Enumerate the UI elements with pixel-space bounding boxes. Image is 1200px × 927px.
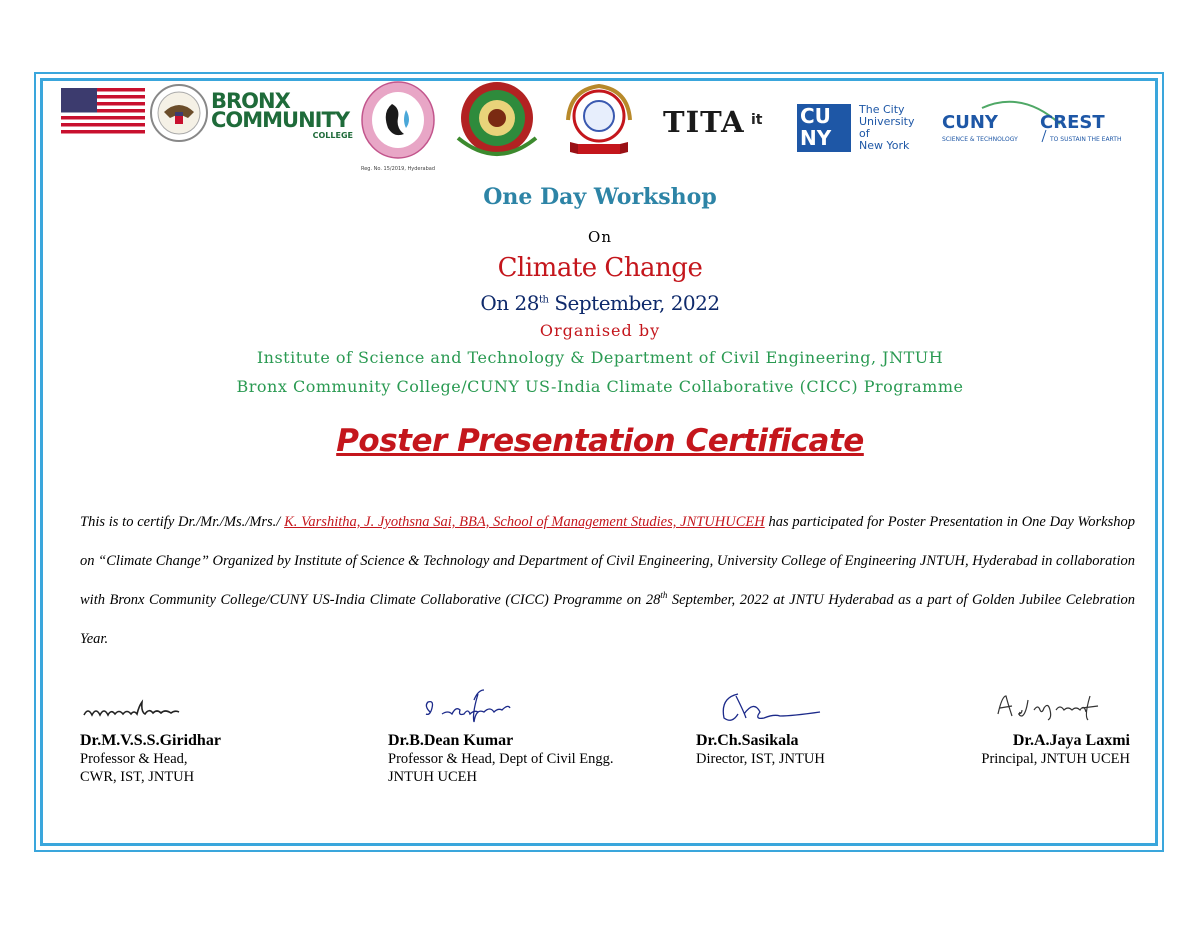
bronx-community-college-logo [211, 91, 357, 143]
crest-tagline-2: TO SUSTAIN THE EARTH [1050, 136, 1122, 143]
crest-word-crest: CREST [1040, 112, 1105, 133]
signatory-4-role1: Principal, JNTUH UCEH [981, 751, 1130, 767]
date-month-year: September, 2022 [554, 291, 720, 315]
women-logo-caption: Reg. No. 15/2019, Hyderabad [360, 166, 436, 172]
tita-logo [663, 106, 785, 146]
organised-by-label: Organised by [539, 321, 661, 340]
bronx-logo-line1: BRONX [211, 89, 290, 113]
cuny-logo [797, 104, 921, 158]
tita-logo-text: TITA [663, 105, 745, 139]
signatory-3 [696, 684, 856, 768]
signatory-1 [80, 692, 240, 786]
signatory-3-role1: Director, IST, JNTUH [696, 751, 825, 767]
signatory-2-role1: Professor & Head, Dept of Civil Engg. [388, 751, 614, 767]
certificate-title: Poster Presentation Certificate [336, 423, 864, 459]
women-logo-emblem [360, 80, 436, 160]
on-label: On [588, 228, 612, 246]
workshop-date [40, 291, 1160, 315]
crest-tagline-1: SCIENCE & TECHNOLOGY [942, 136, 1018, 143]
workshop-heading: One Day Workshop [483, 184, 717, 210]
cuny-text-line2: University [859, 115, 915, 128]
certificate-body [80, 503, 1135, 659]
tita-it-mark: it [751, 112, 763, 128]
green-organisation-seal-logo [448, 80, 546, 162]
cuny-text-line1: The City [859, 103, 905, 116]
date-prefix: On 28 [480, 291, 539, 315]
signature-3 [696, 684, 856, 732]
bronx-logo-line2: COMMUNITY [211, 108, 350, 132]
signature-4 [950, 686, 1130, 732]
signature-1 [80, 692, 240, 732]
cuny-crest-logo [942, 94, 1140, 150]
signatory-1-name: Dr.M.V.S.S.Giridhar [80, 732, 221, 749]
signatory-4 [950, 686, 1130, 768]
organiser-programme: Bronx Community College/CUNY US-India Climate Collaborative (CICC) Programme [236, 377, 964, 396]
signature-2 [388, 686, 548, 732]
signatory-1-role1: Professor & Head, [80, 751, 188, 767]
cuny-logo-ny: NY [800, 126, 832, 150]
signatory-1-role2: CWR, IST, JNTUH [80, 769, 195, 785]
bronx-logo-line3: COLLEGE [312, 131, 353, 140]
cuny-text-line3: of [859, 127, 870, 140]
workshop-topic: Climate Change [497, 253, 703, 283]
body-date-ordinal: th [660, 590, 668, 601]
signatory-2-role2: JNTUH UCEH [388, 769, 478, 785]
body-intro: This is to certify Dr./Mr./Ms./Mrs./ [80, 514, 285, 530]
body-text-main: has participated for Poster Presentation in One Day Workshop on “Climate Change” Organized by Institute of Science & Technology and Department of Civil Engineering, University College of Engineering JNTUH, Hyderabad in collaboration with Bronx Community College/CUNY US-India Climate Collaborative (CICC) Programme on 28 [80, 514, 1136, 608]
signatory-3-name: Dr.Ch.Sasikala [696, 732, 799, 749]
crest-word-cuny: CUNY [942, 112, 998, 133]
organiser-institute: Institute of Science and Technology & Department of Civil Engineering, JNTUH [256, 348, 944, 367]
signatory-4-name: Dr.A.Jaya Laxmi [1012, 732, 1130, 749]
signatory-2-name: Dr.B.Dean Kumar [388, 732, 514, 749]
date-suffix-ordinal: th [538, 294, 549, 306]
us-flag-logo [61, 88, 145, 134]
cuny-logo-text [859, 104, 929, 152]
us-embassy-seal-logo [150, 84, 208, 142]
cuny-logo-cu: CU [800, 104, 831, 128]
cuny-text-line4: New York [859, 139, 910, 152]
body-text-end: September, 2022 at JNTU Hyderabad as a part of Golden Jubilee Celebration Year. [80, 592, 1135, 647]
jntu-seal-logo [560, 80, 638, 164]
recipient-name: K. Varshitha, J. Jyothsna Sai, BBA, School of Management Studies, JNTUHUCEH [284, 514, 765, 530]
women-water-warriors-logo [360, 80, 436, 172]
signatory-2 [388, 686, 614, 786]
